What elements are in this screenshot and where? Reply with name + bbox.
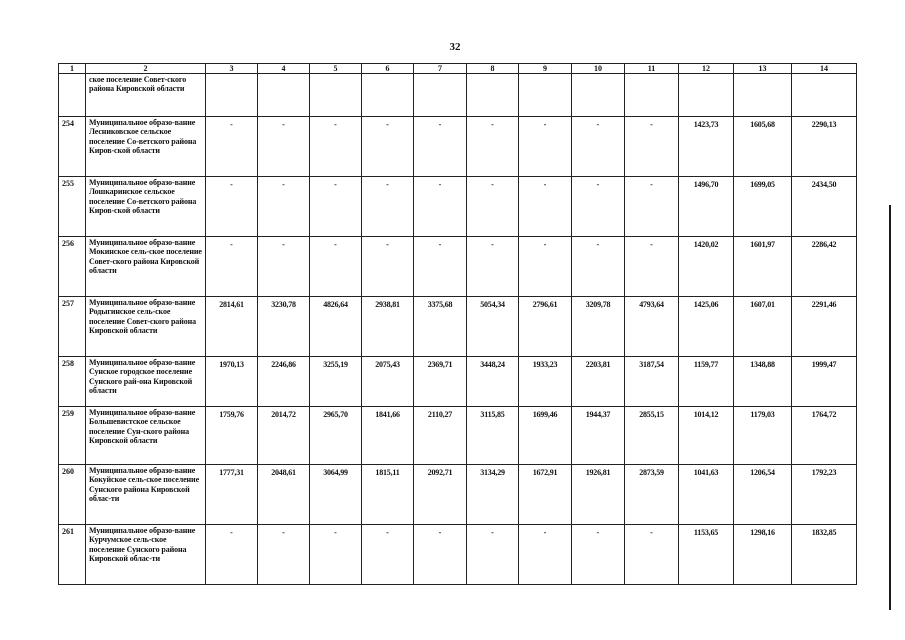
value-cell-col-12: 1014,12	[679, 407, 734, 465]
municipality-name: Муниципальное образо-вание Лесниковское сельское поселение Со-ветского района Киров-ской области	[86, 117, 206, 177]
value-cell-col-12: 1420,02	[679, 237, 734, 297]
column-header-2: 2	[86, 64, 206, 74]
value-cell-col-6: 1815,11	[362, 465, 414, 525]
value-cell-col-13: 1601,97	[734, 237, 792, 297]
value-cell-col-8: -	[467, 525, 519, 585]
value-cell-col-11: 4793,64	[625, 297, 679, 357]
value-cell-col-3: 2814,61	[206, 297, 258, 357]
value-cell-col-9: 1699,46	[519, 407, 572, 465]
value-cell-col-6	[362, 74, 414, 117]
municipality-name: Муниципальное образо-вание Кокуйское сель-ское поселение Сунского района Кировской облас-ти	[86, 465, 206, 525]
scan-edge-line	[889, 205, 891, 610]
value-cell-col-5: 4826,64	[310, 297, 362, 357]
value-cell-col-12: 1423,73	[679, 117, 734, 177]
value-cell-col-7: -	[414, 117, 467, 177]
value-cell-col-3: 1759,76	[206, 407, 258, 465]
value-cell-col-4	[258, 74, 310, 117]
row-number: 258	[59, 357, 86, 407]
header-row	[59, 64, 857, 74]
row-number: 254	[59, 117, 86, 177]
value-cell-col-10: 1944,37	[572, 407, 625, 465]
value-cell-col-3: -	[206, 525, 258, 585]
page-number: 32	[449, 41, 461, 53]
municipality-name: Муниципальное образо-вание Родыгинское сель-ское поселение Совет-ского района Кировской области	[86, 297, 206, 357]
value-cell-col-14: 1792,23	[792, 465, 857, 525]
value-cell-col-5: -	[310, 237, 362, 297]
row-number: 260	[59, 465, 86, 525]
column-header-5: 5	[310, 64, 362, 74]
value-cell-col-13: 1348,88	[734, 357, 792, 407]
value-cell-col-6: 2075,43	[362, 357, 414, 407]
value-cell-col-14: 2286,42	[792, 237, 857, 297]
municipality-name: Муниципальное образо-вание Лошкаринское сельское поселение Со-ветского района Киров-ской области	[86, 177, 206, 237]
value-cell-col-11: -	[625, 177, 679, 237]
column-header-12: 12	[679, 64, 734, 74]
value-cell-col-7: -	[414, 177, 467, 237]
value-cell-col-10: 2203,81	[572, 357, 625, 407]
value-cell-col-13: 1607,01	[734, 297, 792, 357]
municipality-name: ское поселение Совет-ского района Кировской области	[86, 74, 206, 117]
municipality-name: Муниципальное образо-вание Сунское городское поселение Сунского рай-она Кировской области	[86, 357, 206, 407]
table-row	[59, 465, 857, 525]
value-cell-col-11: -	[625, 117, 679, 177]
tariff-table	[58, 63, 857, 585]
value-cell-col-3	[206, 74, 258, 117]
value-cell-col-14: 1764,72	[792, 407, 857, 465]
value-cell-col-10: 3209,78	[572, 297, 625, 357]
value-cell-col-7: 3375,68	[414, 297, 467, 357]
value-cell-col-10: -	[572, 525, 625, 585]
value-cell-col-12: 1425,06	[679, 297, 734, 357]
row-number: 261	[59, 525, 86, 585]
value-cell-col-4: -	[258, 177, 310, 237]
value-cell-col-13: 1298,16	[734, 525, 792, 585]
value-cell-col-5: -	[310, 177, 362, 237]
value-cell-col-4: -	[258, 237, 310, 297]
value-cell-col-10	[572, 74, 625, 117]
value-cell-col-11	[625, 74, 679, 117]
value-cell-col-5: 2965,70	[310, 407, 362, 465]
column-header-4: 4	[258, 64, 310, 74]
table-row	[59, 525, 857, 585]
value-cell-col-9: -	[519, 525, 572, 585]
value-cell-col-4: 2014,72	[258, 407, 310, 465]
value-cell-col-8: -	[467, 237, 519, 297]
value-cell-col-8: -	[467, 177, 519, 237]
value-cell-col-4: 3230,78	[258, 297, 310, 357]
value-cell-col-5: 3064,99	[310, 465, 362, 525]
row-number	[59, 74, 86, 117]
value-cell-col-11: -	[625, 237, 679, 297]
value-cell-col-6: 1841,66	[362, 407, 414, 465]
value-cell-col-9: -	[519, 237, 572, 297]
table-row	[59, 407, 857, 465]
value-cell-col-9: 1933,23	[519, 357, 572, 407]
table-row	[59, 237, 857, 297]
row-number: 257	[59, 297, 86, 357]
value-cell-col-12: 1153,65	[679, 525, 734, 585]
value-cell-col-7: -	[414, 525, 467, 585]
value-cell-col-9: 2796,61	[519, 297, 572, 357]
value-cell-col-8: 3115,85	[467, 407, 519, 465]
value-cell-col-5: -	[310, 525, 362, 585]
value-cell-col-11: 2855,15	[625, 407, 679, 465]
column-header-13: 13	[734, 64, 792, 74]
value-cell-col-10: -	[572, 237, 625, 297]
municipality-name: Муниципальное образо-вание Мокинское сель-ское поселение Совет-ского района Кировской области	[86, 237, 206, 297]
column-header-9: 9	[519, 64, 572, 74]
value-cell-col-7: -	[414, 237, 467, 297]
value-cell-col-14: 1832,85	[792, 525, 857, 585]
value-cell-col-3: -	[206, 177, 258, 237]
value-cell-col-3: -	[206, 117, 258, 177]
value-cell-col-11: -	[625, 525, 679, 585]
value-cell-col-14: 1999,47	[792, 357, 857, 407]
municipality-name: Муниципальное образо-вание Большевистское сельское поселение Сун-ского района Кировской области	[86, 407, 206, 465]
table-body	[59, 74, 857, 585]
value-cell-col-14: 2434,50	[792, 177, 857, 237]
value-cell-col-9: -	[519, 117, 572, 177]
value-cell-col-6: 2938,81	[362, 297, 414, 357]
column-header-6: 6	[362, 64, 414, 74]
value-cell-col-3: 1777,31	[206, 465, 258, 525]
value-cell-col-13: 1605,68	[734, 117, 792, 177]
value-cell-col-8	[467, 74, 519, 117]
table-row	[59, 357, 857, 407]
municipality-name: Муниципальное образо-вание Курчумское сель-ское поселение Сунского района Кировской облас-ти	[86, 525, 206, 585]
row-number: 259	[59, 407, 86, 465]
value-cell-col-3: -	[206, 237, 258, 297]
column-header-14: 14	[792, 64, 857, 74]
table-row	[59, 177, 857, 237]
value-cell-col-9: 1672,91	[519, 465, 572, 525]
table-row	[59, 117, 857, 177]
value-cell-col-10: -	[572, 117, 625, 177]
value-cell-col-9	[519, 74, 572, 117]
table-row	[59, 297, 857, 357]
value-cell-col-4: -	[258, 117, 310, 177]
value-cell-col-9: -	[519, 177, 572, 237]
column-header-1: 1	[59, 64, 86, 74]
value-cell-col-6: -	[362, 177, 414, 237]
value-cell-col-14	[792, 74, 857, 117]
value-cell-col-4: -	[258, 525, 310, 585]
value-cell-col-8: -	[467, 117, 519, 177]
value-cell-col-12: 1496,70	[679, 177, 734, 237]
value-cell-col-6: -	[362, 525, 414, 585]
value-cell-col-7: 2110,27	[414, 407, 467, 465]
value-cell-col-7	[414, 74, 467, 117]
value-cell-col-5: 3255,19	[310, 357, 362, 407]
value-cell-col-13	[734, 74, 792, 117]
value-cell-col-3: 1970,13	[206, 357, 258, 407]
column-header-10: 10	[572, 64, 625, 74]
value-cell-col-11: 3187,54	[625, 357, 679, 407]
value-cell-col-13: 1699,05	[734, 177, 792, 237]
value-cell-col-12: 1041,63	[679, 465, 734, 525]
row-number: 256	[59, 237, 86, 297]
value-cell-col-14: 2290,13	[792, 117, 857, 177]
value-cell-col-4: 2048,61	[258, 465, 310, 525]
value-cell-col-14: 2291,46	[792, 297, 857, 357]
value-cell-col-7: 2369,71	[414, 357, 467, 407]
value-cell-col-6: -	[362, 237, 414, 297]
column-header-8: 8	[467, 64, 519, 74]
table-row	[59, 74, 857, 117]
value-cell-col-8: 3134,29	[467, 465, 519, 525]
value-cell-col-8: 5054,34	[467, 297, 519, 357]
value-cell-col-7: 2092,71	[414, 465, 467, 525]
value-cell-col-10: 1926,81	[572, 465, 625, 525]
column-header-11: 11	[625, 64, 679, 74]
column-header-7: 7	[414, 64, 467, 74]
row-number: 255	[59, 177, 86, 237]
column-header-3: 3	[206, 64, 258, 74]
value-cell-col-12: 1159,77	[679, 357, 734, 407]
value-cell-col-5	[310, 74, 362, 117]
value-cell-col-12	[679, 74, 734, 117]
value-cell-col-13: 1179,03	[734, 407, 792, 465]
value-cell-col-6: -	[362, 117, 414, 177]
value-cell-col-11: 2873,59	[625, 465, 679, 525]
value-cell-col-10: -	[572, 177, 625, 237]
value-cell-col-8: 3448,24	[467, 357, 519, 407]
value-cell-col-13: 1206,54	[734, 465, 792, 525]
value-cell-col-4: 2246,86	[258, 357, 310, 407]
value-cell-col-5: -	[310, 117, 362, 177]
